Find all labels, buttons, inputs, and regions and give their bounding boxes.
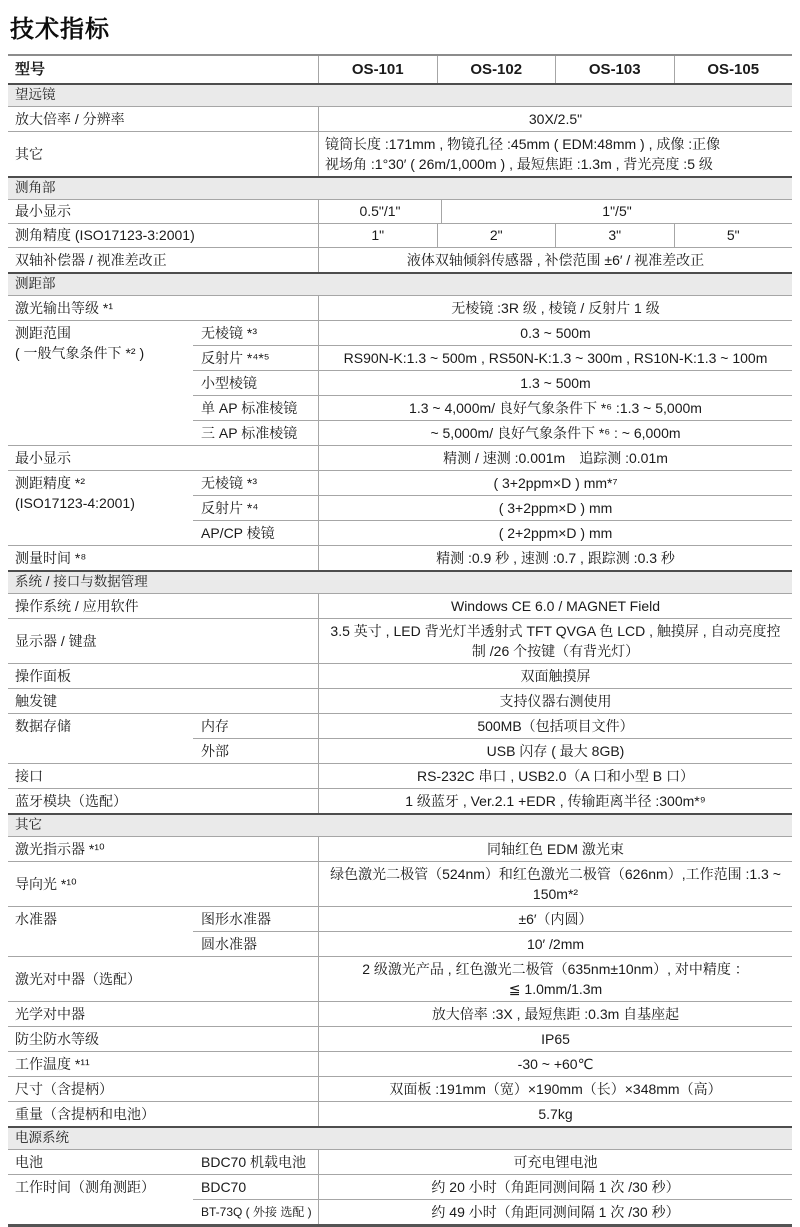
spec-row-bluetooth bbox=[8, 788, 792, 813]
subrow-value: 10′ /2mm bbox=[318, 932, 792, 956]
subrow-value: ( 2+2ppm×D ) mm bbox=[318, 521, 792, 545]
subrow-label: 图形水准器 bbox=[201, 911, 271, 927]
subrow-value: 1.3 ~ 500m bbox=[318, 371, 792, 395]
row-label bbox=[8, 1150, 193, 1174]
section-header-other: 其它 bbox=[8, 813, 792, 836]
label-line-1: 测距范围 bbox=[15, 325, 71, 341]
subrow-value: ( 3+2ppm×D ) mm bbox=[318, 496, 792, 520]
row-label: 最小显示 bbox=[15, 449, 71, 466]
row-label: 导向光 *¹⁰ bbox=[15, 875, 77, 892]
subrow-label: 反射片 *⁴*⁵ bbox=[201, 350, 270, 366]
subrows bbox=[193, 907, 792, 956]
subrow-label: 内存 bbox=[201, 718, 229, 734]
spec-row-laser-plummet bbox=[8, 956, 792, 1001]
model-row-label: 型号 bbox=[15, 61, 46, 78]
subrows bbox=[193, 321, 792, 445]
subrow-value: ±6′（内圆） bbox=[318, 907, 792, 931]
row-value: 双面触摸屏 bbox=[318, 664, 792, 688]
subrow-label: 反射片 *⁴ bbox=[201, 500, 259, 516]
spec-row-min-display-angle bbox=[8, 199, 792, 223]
label-line-1: 水准器 bbox=[15, 911, 57, 927]
subrows bbox=[193, 714, 792, 763]
spec-table bbox=[8, 54, 792, 1227]
subrow-reflectorless bbox=[193, 321, 792, 345]
subrow-label: 外部 bbox=[201, 743, 229, 759]
row-label: 测量时间 *⁸ bbox=[15, 549, 87, 566]
subrow-reflective-sheet bbox=[193, 495, 792, 520]
row-value: 30X/2.5" bbox=[318, 107, 792, 131]
section-header-angle: 测角部 bbox=[8, 176, 792, 199]
value-line-1: 2 级激光产品 , 红色激光二极管（635nm±10nm）, 对中精度 ： bbox=[362, 961, 749, 977]
subrow-external-memory bbox=[193, 738, 792, 763]
label-line-1: 数据存储 bbox=[15, 718, 71, 734]
subrow-label: 无棱镜 *³ bbox=[201, 475, 257, 491]
label-line-1: 工作时间（测角测距） bbox=[15, 1179, 155, 1195]
row-label: 工作温度 *¹¹ bbox=[15, 1055, 90, 1072]
label-line-2: (ISO17123-4:2001) bbox=[15, 495, 135, 511]
section-header-edm: 测距部 bbox=[8, 272, 792, 295]
spec-row-display bbox=[8, 618, 792, 663]
spec-row-trigger bbox=[8, 688, 792, 713]
table-header-row bbox=[8, 56, 792, 83]
row-label bbox=[8, 471, 193, 545]
row-value: 精测 :0.9 秒 , 速测 :0.7 , 跟踪测 :0.3 秒 bbox=[318, 546, 792, 570]
row-value: RS-232C 串口 , USB2.0（A 口和小型 B 口） bbox=[318, 764, 792, 788]
subrow-bt73q bbox=[193, 1199, 792, 1224]
spec-row-weight bbox=[8, 1101, 792, 1126]
subrow-value: ( 3+2ppm×D ) mm*⁷ bbox=[318, 471, 792, 495]
subrow-bdc70-battery bbox=[193, 1150, 792, 1174]
label-line-1: 测距精度 *² bbox=[15, 475, 85, 491]
row-value: 双面板 :191mm（宽）×190mm（长）×348mm（高） bbox=[318, 1077, 792, 1101]
row-label: 激光对中器（选配） bbox=[15, 970, 141, 987]
value-line-2: ≦ 1.0mm/1.3m bbox=[508, 981, 603, 997]
page-title: 技术指标 bbox=[10, 16, 110, 43]
row-label: 操作系统 / 应用软件 bbox=[15, 597, 139, 614]
subrows bbox=[193, 471, 792, 545]
subrow-triple-ap-prism bbox=[193, 420, 792, 445]
row-value: 绿色激光二极管（524nm）和红色激光二极管（626nm）,工作范围 :1.3 ~ 150m*² bbox=[318, 862, 792, 906]
model-header-os102: OS-102 bbox=[437, 56, 556, 83]
subrow-label: 无棱镜 *³ bbox=[201, 325, 257, 341]
spec-row-os bbox=[8, 593, 792, 618]
model-header-os103: OS-103 bbox=[555, 56, 674, 83]
spec-row-battery bbox=[8, 1149, 792, 1174]
subrow-label: AP/CP 棱镜 bbox=[201, 525, 275, 541]
row-value: -30 ~ +60℃ bbox=[318, 1052, 792, 1076]
subrow-graphic-level bbox=[193, 907, 792, 931]
spec-row-min-display-edm bbox=[8, 445, 792, 470]
spec-row-level bbox=[8, 906, 792, 956]
subrow-label: BDC70 机载电池 bbox=[201, 1154, 307, 1170]
subrow-value: 0.3 ~ 500m bbox=[318, 321, 792, 345]
model-header-os105: OS-105 bbox=[674, 56, 793, 83]
value-os105: 5" bbox=[674, 224, 793, 247]
row-label: 触发键 bbox=[15, 692, 57, 709]
row-label: 蓝牙模块（选配） bbox=[15, 792, 127, 809]
row-value: IP65 bbox=[318, 1027, 792, 1051]
subrow-value: 约 20 小时（角距同测间隔 1 次 /30 秒） bbox=[318, 1175, 792, 1199]
subrow-ap-cp-prism bbox=[193, 520, 792, 545]
row-value bbox=[318, 132, 792, 176]
row-value: 3.5 英寸 , LED 背光灯半透射式 TFT QVGA 色 LCD , 触摸屏 , 自动亮度控制 /26 个按键（有背光灯） bbox=[318, 619, 792, 663]
value-os102: 2" bbox=[437, 224, 556, 247]
row-value bbox=[318, 957, 792, 1001]
subrows bbox=[193, 1150, 792, 1174]
subrow-reflectorless bbox=[193, 471, 792, 495]
row-label: 接口 bbox=[15, 767, 43, 784]
row-label bbox=[8, 714, 193, 763]
subrow-bdc70 bbox=[193, 1175, 792, 1199]
row-value: 精测 / 速测 :0.001m 追踪测 :0.01m bbox=[318, 446, 792, 470]
row-value: 放大倍率 :3X , 最短焦距 :0.3m 自基座起 bbox=[318, 1002, 792, 1026]
spec-row-size bbox=[8, 1076, 792, 1101]
spec-row-dustproof bbox=[8, 1026, 792, 1051]
section-header-system: 系统 / 接口与数据管理 bbox=[8, 570, 792, 593]
row-label: 操作面板 bbox=[15, 667, 71, 684]
row-label bbox=[8, 321, 193, 445]
subrow-label: 三 AP 标准棱镜 bbox=[201, 425, 298, 441]
spec-row-telescope-other bbox=[8, 131, 792, 176]
row-label: 放大倍率 / 分辨率 bbox=[15, 110, 125, 127]
row-value: 无棱镜 :3R 级 , 棱镜 / 反射片 1 级 bbox=[318, 296, 792, 320]
subrow-label: BT-73Q ( 外接 选配 ) bbox=[201, 1205, 312, 1219]
subrow-compact-prism bbox=[193, 370, 792, 395]
row-label: 激光指示器 *¹⁰ bbox=[15, 840, 105, 857]
subrow-label: 小型棱镜 bbox=[201, 375, 257, 391]
row-label: 激光输出等级 *¹ bbox=[15, 299, 113, 316]
subrow-label: 圆水准器 bbox=[201, 936, 257, 952]
value-line-1: 镜筒长度 :171mm , 物镜孔径 :45mm ( EDM:48mm ) , 成像 :正像 bbox=[325, 136, 721, 152]
subrow-label: 单 AP 标准棱镜 bbox=[201, 400, 298, 416]
spec-row-temperature bbox=[8, 1051, 792, 1076]
subrow-circular-level bbox=[193, 931, 792, 956]
spec-row-magnification bbox=[8, 106, 792, 131]
spec-row-compensator bbox=[8, 247, 792, 272]
row-value: 同轴红色 EDM 激光束 bbox=[318, 837, 792, 861]
spec-row-optical-plummet bbox=[8, 1001, 792, 1026]
row-value: Windows CE 6.0 / MAGNET Field bbox=[318, 594, 792, 618]
row-value: 支持仪器右测使用 bbox=[318, 689, 792, 713]
row-label: 显示器 / 键盘 bbox=[15, 632, 97, 649]
row-label: 双轴补偿器 / 视准差改正 bbox=[15, 251, 167, 268]
spec-row-measure-time bbox=[8, 545, 792, 570]
spec-row-angle-accuracy bbox=[8, 223, 792, 247]
value-os103: 3" bbox=[555, 224, 674, 247]
spec-row-laser-class bbox=[8, 295, 792, 320]
row-label: 最小显示 bbox=[15, 203, 71, 219]
subrow-label: BDC70 bbox=[201, 1179, 247, 1195]
spec-row-panel bbox=[8, 663, 792, 688]
subrow-value: ~ 5,000m/ 良好气象条件下 *⁶ : ~ 6,000m bbox=[318, 421, 792, 445]
section-header-power: 电源系统 bbox=[8, 1126, 792, 1149]
value-line-2: 视场角 :1°30′ ( 26m/1,000m ) , 最短焦距 :1.3m , 背光亮度 :5 级 bbox=[325, 156, 713, 172]
row-label: 其它 bbox=[15, 145, 43, 162]
subrow-value: USB 闪存 ( 最大 8GB) bbox=[318, 739, 792, 763]
subrow-internal-memory bbox=[193, 714, 792, 738]
row-value: 1 级蓝牙 , Ver.2.1 +EDR , 传输距离半径 :300m*⁹ bbox=[318, 789, 792, 813]
row-label: 防尘防水等级 bbox=[15, 1030, 99, 1047]
spec-row-laser-pointer bbox=[8, 836, 792, 861]
section-header-telescope: 望远镜 bbox=[8, 83, 792, 106]
row-value: 5.7kg bbox=[318, 1102, 792, 1126]
row-value: 液体双轴倾斜传感器 , 补偿范围 ±6′ / 视准差改正 bbox=[318, 248, 792, 272]
row-label: 尺寸（含提柄） bbox=[15, 1080, 113, 1097]
model-header-os101: OS-101 bbox=[318, 56, 437, 83]
spec-row-edm-accuracy bbox=[8, 470, 792, 545]
spec-row-storage bbox=[8, 713, 792, 763]
subrow-value: 1.3 ~ 4,000m/ 良好气象条件下 *⁶ :1.3 ~ 5,000m bbox=[318, 396, 792, 420]
row-label: 光学对中器 bbox=[15, 1005, 85, 1022]
spec-row-interface bbox=[8, 763, 792, 788]
label-line-2: ( 一般气象条件下 *² ) bbox=[15, 345, 145, 361]
row-label: 测角精度 (ISO17123-3:2001) bbox=[15, 227, 195, 243]
subrow-value: 可充电锂电池 bbox=[318, 1150, 792, 1174]
value-other-models: 1"/5" bbox=[441, 200, 792, 223]
row-label: 重量（含提柄和电池） bbox=[15, 1105, 155, 1122]
subrow-reflective-sheet bbox=[193, 345, 792, 370]
row-label bbox=[8, 907, 193, 956]
value-os101: 1" bbox=[318, 224, 437, 247]
subrows bbox=[193, 1175, 792, 1224]
spec-row-guide-light bbox=[8, 861, 792, 906]
subrow-value: 500MB（包括项目文件） bbox=[318, 714, 792, 738]
spec-row-range bbox=[8, 320, 792, 445]
spec-row-worktime bbox=[8, 1174, 792, 1224]
value-os101: 0.5"/1" bbox=[318, 200, 441, 223]
row-label bbox=[8, 1175, 193, 1224]
subrow-value: 约 49 小时（角距同测间隔 1 次 /30 秒） bbox=[318, 1200, 792, 1224]
subrow-value: RS90N-K:1.3 ~ 500m , RS50N-K:1.3 ~ 300m , RS10N-K:1.3 ~ 100m bbox=[318, 346, 792, 370]
label-line-1: 电池 bbox=[15, 1154, 43, 1170]
subrow-single-ap-prism bbox=[193, 395, 792, 420]
